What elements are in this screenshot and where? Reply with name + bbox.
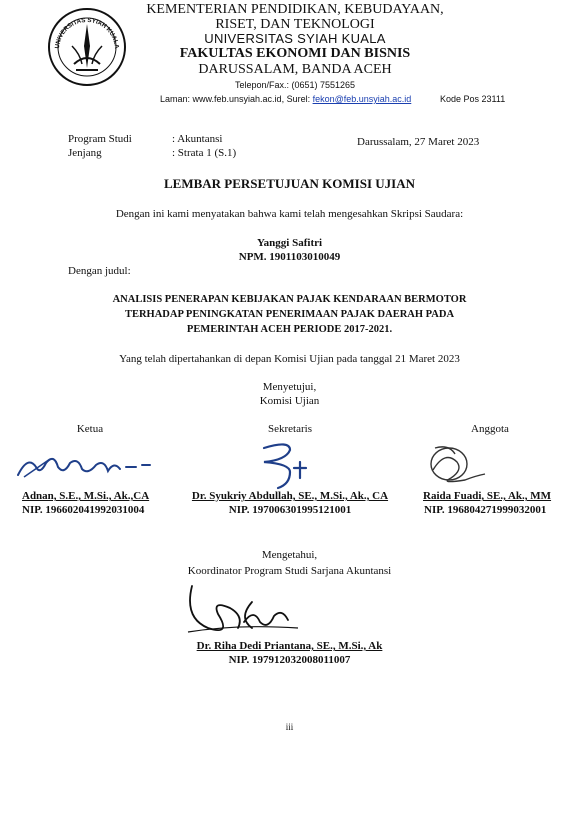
jenjang-value: : Strata 1 (S.1) xyxy=(172,147,237,159)
approval-line-2: Komisi Ujian xyxy=(259,395,320,407)
thesis-title-line-2: TERHADAP PENINGKATAN PENERIMAAN PAJAK DAERAH PADA xyxy=(124,309,455,320)
anggota-nip: NIP. 196804271999032001 xyxy=(424,504,547,516)
signature-sekretaris xyxy=(250,438,330,493)
letterhead-faculty: FAKULTAS EKONOMI DAN BISNIS xyxy=(179,46,411,61)
anggota-name: Raida Fuadi, SE., Ak., MM xyxy=(423,490,552,502)
place-date: Darussalam, 27 Maret 2023 xyxy=(357,136,480,148)
signature-anggota xyxy=(415,440,495,492)
web-label: Laman: www.feb.unsyiah.ac.id, Surel: xyxy=(160,94,313,104)
letterhead-web xyxy=(160,94,411,104)
university-logo xyxy=(46,6,128,88)
coordinator-nip: NIP. 197912032008011007 xyxy=(228,654,351,666)
defended-text: Yang telah dipertahankan di depan Komisi Ujian pada tanggal 21 Maret 2023 xyxy=(119,353,460,365)
judul-label: Dengan judul: xyxy=(68,265,131,277)
letterhead-university: UNIVERSITAS SYIAH KUALA xyxy=(204,31,386,46)
jenjang-label: Jenjang xyxy=(68,147,102,159)
intro-text: Dengan ini kami menyatakan bahwa kami telah mengesahkan Skripsi Saudara: xyxy=(115,208,464,220)
program-value: : Akuntansi xyxy=(172,133,223,145)
approval-line-1: Menyetujui, xyxy=(262,381,317,393)
email-link[interactable]: fekon@feb.unsyiah.ac.id xyxy=(312,94,412,104)
letterhead-ministry: KEMENTERIAN PENDIDIKAN, KEBUDAYAAN, xyxy=(146,2,444,17)
acknowledge-line-1: Mengetahui, xyxy=(261,549,318,561)
role-sekretaris: Sekretaris xyxy=(268,423,312,435)
coordinator-name: Dr. Riha Dedi Priantana, SE., M.Si., Ak xyxy=(196,640,383,652)
signature-ketua xyxy=(10,445,160,485)
svg-text:UNIVERSITAS SYIAH KUALA: UNIVERSITAS SYIAH KUALA xyxy=(53,16,121,50)
role-anggota: Anggota xyxy=(471,423,509,435)
signature-coordinator xyxy=(178,578,308,648)
acknowledge-line-2: Koordinator Program Studi Sarjana Akuntansi xyxy=(187,565,392,577)
sekretaris-name: Dr. Syukriy Abdullah, SE., M.Si., Ak., CA xyxy=(191,490,389,502)
program-label: Program Studi xyxy=(68,133,132,145)
letterhead-ministry-2: RISET, DAN TEKNOLOGI xyxy=(215,17,375,32)
sekretaris-nip: NIP. 197006301995121001 xyxy=(228,504,352,516)
letterhead-phone: Telepon/Fax.: (0651) 7551265 xyxy=(234,80,356,90)
page-number: iii xyxy=(285,722,294,732)
role-ketua: Ketua xyxy=(76,423,104,435)
page-title: LEMBAR PERSETUJUAN KOMISI UJIAN xyxy=(164,176,415,191)
ketua-name: Adnan, S.E., M.Si., Ak.,CA xyxy=(22,490,150,502)
student-name: Yanggi Safitri xyxy=(256,237,323,249)
student-npm: NPM. 1901103010049 xyxy=(238,251,341,263)
ketua-nip: NIP. 196602041992031004 xyxy=(22,504,145,516)
letterhead-address: DARUSSALAM, BANDA ACEH xyxy=(198,62,392,77)
thesis-title-line-3: PEMERINTAH ACEH PERIODE 2017-2021. xyxy=(186,324,393,335)
postal-code: Kode Pos 23111 xyxy=(440,94,506,104)
thesis-title-line-1: ANALISIS PENERAPAN KEBIJAKAN PAJAK KENDARAAN BERMOTOR xyxy=(112,294,467,305)
